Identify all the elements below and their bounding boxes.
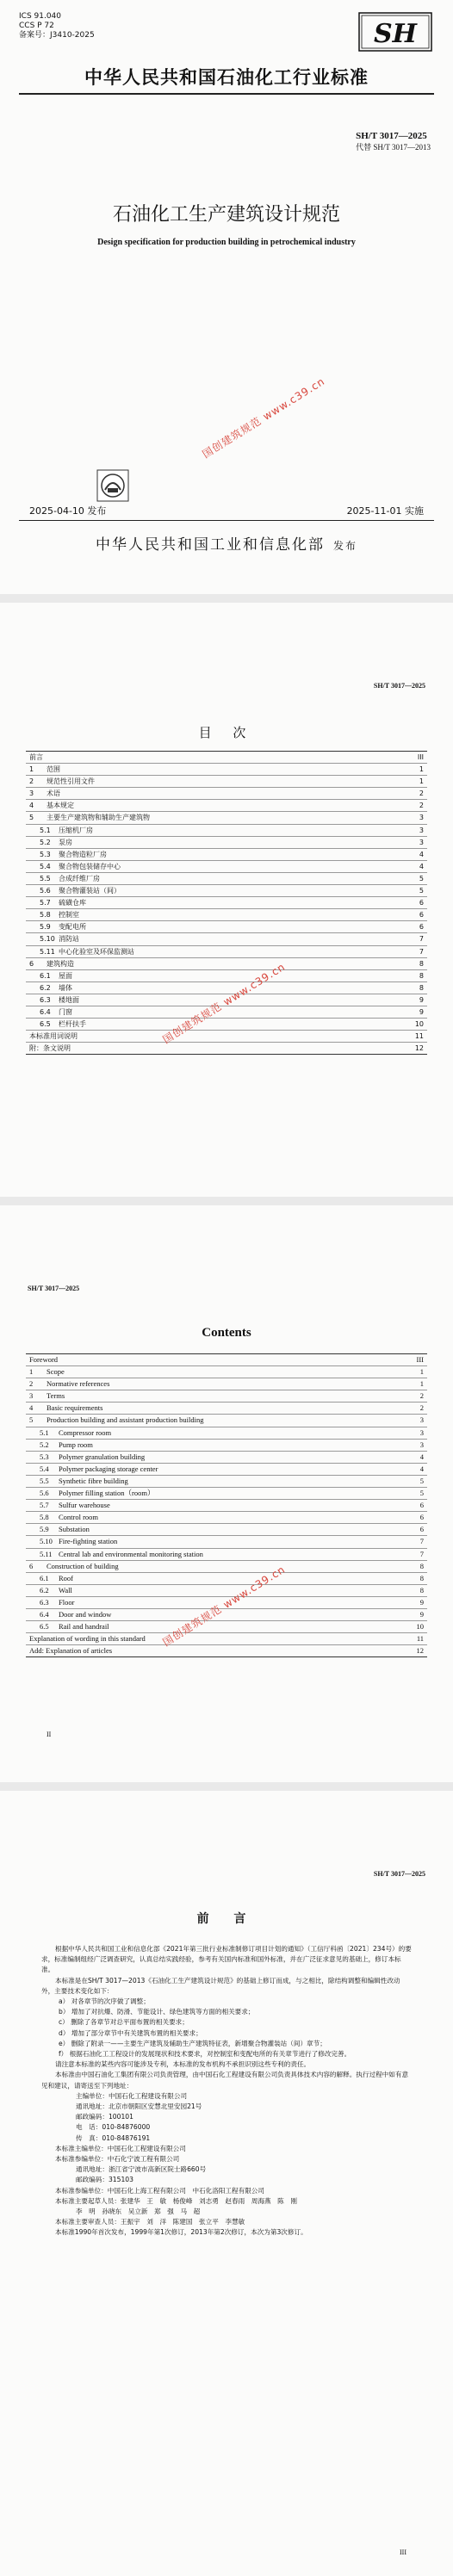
toc-page-number: 8 [419,1573,424,1582]
standard-number: SH/T 3017—2025 [356,131,427,141]
toc-page-number: 6 [419,1525,424,1534]
sh-logo-text: SH [373,19,418,49]
toc-page-number: 3 [419,1427,424,1437]
toc-section-number: 5.6 [40,1489,49,1498]
toc-page-number: 1 [419,1379,424,1389]
toc-section-label: Sulfur warehouse [59,1501,110,1510]
toc-section-label: 压缩机厂房 [59,826,93,834]
toc-section-number: 6.1 [40,971,51,980]
toc-row[interactable] [26,933,427,945]
foreword-paragraph: 本标准主编单位：中国石化工程建设有限公司 [55,2144,186,2152]
watermark: 国创建筑规范 www.c39.cn [200,375,327,461]
toc-page-number: 4 [419,1452,424,1461]
toc-section-label: Construction of building [47,1561,119,1570]
foreword-paragraph: 主编单位：中国石化工程建设有限公司 [76,2091,188,2100]
toc-section-number: 5 [29,814,34,822]
toc-section-number: 3 [29,1391,34,1401]
toc-section-label: 建筑构造 [47,959,74,968]
toc-row[interactable] [26,1621,427,1633]
toc-page-number: 12 [414,1044,424,1053]
toc-page-number: 2 [419,1391,424,1401]
toc-section-number: 5.8 [40,1513,49,1522]
foreword-paragraph: d） 增加了部分章节中有关建筑布置的相关要求； [59,2028,202,2037]
toc-section-number: 6.3 [40,995,51,1004]
toc-section-number: 5.1 [40,826,51,834]
foreword-paragraph: 本标准由中国石油化工集团有限公司负责管理，由中国石化工程建设有限公司负责具体技术内容的解释。执行过程中如有意见和建议，请寄送至下列地址： [41,2071,409,2090]
toc-cn-page [0,603,453,1197]
standard-number-block [356,131,431,152]
toc-row[interactable] [26,1573,427,1585]
toc-section-label: 前言 [29,753,43,761]
toc-section-label: 本标准用词说明 [29,1032,78,1041]
toc-section-label: Normative references [47,1379,110,1389]
ccs-code: CCS P 72 [19,22,54,30]
foreword-paragraph: 李 明 孙晓东 吴立新 郑 强 马 超 [76,2208,201,2216]
toc-section-label: Polymer granulation building [59,1452,146,1461]
foreword-body [41,1944,412,2239]
foreword-paragraph: 传 真：010-84876191 [76,2133,151,2142]
toc-page-number: 2 [419,1403,424,1413]
toc-page-number: 3 [419,814,424,822]
toc-row[interactable] [26,1415,427,1427]
page-number: III [400,2548,406,2556]
toc-row[interactable] [26,885,427,897]
toc-section-label: Foreword [29,1355,59,1364]
foreword-paragraph: c） 删除了各章节对总平面布置的相关要求； [59,2018,189,2027]
toc-section-number: 4 [29,1403,34,1413]
toc-page-number: 8 [419,971,424,980]
toc-section-number: 5.3 [40,850,51,858]
toc-page-number: 5 [419,1489,424,1498]
toc-section-number: 5.9 [40,1525,49,1534]
foreword-paragraph: a） 对各章节的次序做了调整； [59,1997,150,2006]
toc-section-number: 1 [29,1367,34,1377]
toc-page-number: 6 [419,1513,424,1522]
toc-section-label: Control room [59,1513,99,1522]
toc-section-label: 硫磺仓库 [59,899,86,907]
contents-title: Contents [202,1326,251,1340]
toc-page-number: 11 [416,1634,424,1644]
cover-page [0,0,453,594]
toc-section-label: Basic requirements [47,1403,103,1413]
toc-page-number: 4 [419,862,424,870]
toc-section-label: Substation [59,1525,90,1534]
toc-row[interactable] [26,1390,427,1403]
running-header: SH/T 3017—2025 [373,1870,425,1878]
toc-page-number: 9 [419,995,424,1004]
foreword-paragraph: 本标准主要审查人员：王振宇 刘 洋 陈建国 张立平 李慧敏 [55,2218,245,2226]
toc-section-number: 5 [29,1415,34,1425]
toc-section-number: 5.3 [40,1452,49,1461]
toc-page-number: 5 [419,874,424,882]
toc-section-number: 5.4 [40,862,51,870]
toc-section-label: Polymer filling station（room） [59,1489,155,1498]
filing-number: 备案号：J3410-2025 [19,31,95,40]
toc-row[interactable] [26,1043,427,1054]
toc-section-number: 1 [29,765,34,774]
toc-row[interactable] [26,1403,427,1415]
foreword-paragraph: 邮政编码：100101 [76,2113,133,2121]
toc-section-number: 3 [29,790,34,798]
running-header: SH/T 3017—2025 [28,1285,80,1292]
toc-row[interactable] [26,873,427,885]
toc-section-label: 附：条文说明 [29,1044,71,1053]
toc-page-number: 10 [416,1622,424,1632]
document-title-cn: 石油化工生产建筑设计规范 [112,204,340,226]
toc-row[interactable] [26,1427,427,1440]
page-number: II [47,1731,52,1738]
toc-page-number: 4 [419,850,424,858]
toc-row[interactable] [26,970,427,982]
toc-section-label: Floor [59,1597,75,1607]
toc-section-label: Synthetic fibre building [59,1476,128,1485]
toc-section-label: 范围 [47,765,60,774]
toc-row[interactable] [26,1019,427,1031]
toc-section-number: 5.7 [40,899,51,907]
toc-page-number: 12 [416,1646,424,1656]
toc-page-number: 8 [419,959,424,968]
ministry-name: 中华人民共和国工业和信息化部 [95,536,325,554]
toc-page-number: 1 [419,765,424,774]
toc-section-number: 6.5 [40,1622,49,1632]
toc-page-number: 6 [419,899,424,907]
toc-page-number: 9 [419,1597,424,1607]
toc-section-label: Rail and handrail [59,1622,109,1632]
toc-page-number: 10 [414,1020,424,1029]
toc-section-number: 6.3 [40,1597,49,1607]
release-word: 发布 [332,540,357,552]
toc-section-number: 5.6 [40,887,51,895]
watermark: 国创建筑规范 www.c39.cn [160,1563,288,1649]
foreword-page [0,1791,453,2576]
toc-page-number: 4 [419,1464,424,1473]
toc-page-number: 7 [419,1549,424,1558]
toc-section-number: 5.4 [40,1464,49,1473]
toc-section-number: 5.2 [40,1440,49,1449]
toc-section-label: Polymer packaging storage center [59,1464,158,1473]
toc-page-number: 1 [419,1367,424,1377]
foreword-paragraph: 请注意本标准的某些内容可能涉及专利，本标准的发布机构不承担识别这些专利的责任。 [55,2060,311,2069]
toc-section-number: 5.8 [40,911,51,920]
foreword-paragraph: b） 增加了对抗爆、防滑、节能设计、绿色建筑等方面的相关要求； [59,2008,255,2016]
toc-row[interactable] [26,1500,427,1512]
toc-row[interactable] [26,946,427,958]
toc-title: 目 次 [198,725,255,740]
toc-page-number: 5 [419,1476,424,1485]
foreword-paragraph: 本标准参编单位：中石化宁波工程有限公司 [55,2155,180,2164]
toc-section-label: 聚合物造粒厂房 [59,850,107,858]
toc-row[interactable] [26,788,427,800]
implementation-date: 2025-11-01 实施 [346,505,424,517]
toc-page-number: 6 [419,911,424,920]
toc-row[interactable] [26,1488,427,1500]
toc-section-label: Explanation of wording in this standard [29,1634,146,1644]
toc-section-label: 屋面 [59,971,72,980]
toc-section-label: Door and window [59,1609,112,1619]
toc-section-number: 5.7 [40,1501,49,1510]
toc-row[interactable] [26,1645,427,1656]
toc-section-number: 6.1 [40,1573,49,1582]
toc-en-page [0,1205,453,1782]
toc-section-label: 消防站 [59,935,79,944]
toc-page-number: 8 [419,1585,424,1595]
toc-section-label: 栏杆扶手 [59,1020,86,1029]
toc-row[interactable] [26,921,427,933]
toc-row[interactable] [26,800,427,812]
toc-section-number: 6 [29,959,34,968]
toc-row[interactable] [26,1464,427,1476]
toc-row[interactable] [26,1031,427,1043]
toc-section-label: 聚合物包装储存中心 [59,862,121,870]
toc-section-number: 6.4 [40,1007,51,1016]
toc-section-label: 墙体 [59,983,72,992]
toc-row[interactable] [26,837,427,849]
toc-section-label: Wall [59,1585,72,1595]
toc-section-label: 基本规定 [47,802,74,810]
document-title-en: Design specification for production building in petrochemical industry [97,238,356,247]
toc-section-number: 2 [29,1379,34,1389]
toc-row[interactable] [26,1536,427,1548]
toc-page-number: 6 [419,1501,424,1510]
toc-section-number: 5.1 [40,1427,49,1437]
foreword-paragraph: 电 话：010-84876000 [76,2123,151,2132]
toc-row[interactable] [26,958,427,970]
toc-section-label: 合成纤维厂房 [59,874,100,882]
toc-section-label: 规范性引用文件 [47,777,95,786]
toc-section-number: 5.5 [40,1476,49,1485]
toc-page-number: 9 [419,1007,424,1016]
toc-row[interactable] [26,861,427,873]
toc-section-label: 泵房 [59,838,72,846]
toc-section-number: 5.11 [40,947,55,956]
toc-page-number: 3 [419,1415,424,1425]
foreword-paragraph: e） 删除了附录一——主要生产建筑及辅助生产建筑特征表，新增聚合物灌装站（间）章节； [59,2039,326,2047]
page-separator [0,1782,453,1791]
toc-page-number: III [416,1355,424,1364]
toc-section-number: 6.4 [40,1609,49,1619]
toc-page-number: 8 [419,983,424,992]
toc-section-label: 主要生产建筑物和辅助生产建筑物 [47,814,150,822]
running-header: SH/T 3017—2025 [373,682,425,690]
toc-row[interactable] [26,764,427,776]
toc-section-label: Add: Explanation of articles [29,1646,113,1656]
toc-page-number: 8 [419,1561,424,1570]
foreword-paragraph: 本标准主要起草人员：张建华 王 敏 杨俊峰 刘志勇 赵春雨 周海燕 陈 刚 [55,2196,297,2205]
toc-row[interactable] [26,1452,427,1464]
toc-section-number: 6.5 [40,1020,51,1029]
toc-section-label: 门窗 [59,1007,72,1016]
industry-standard-title: 中华人民共和国石油化工行业标准 [84,67,369,88]
toc-section-number: 6.2 [40,983,51,992]
toc-page-number: 7 [419,1537,424,1546]
toc-section-number: 2 [29,777,34,786]
ics-code-block [19,12,95,40]
toc-row[interactable] [26,1549,427,1561]
toc-row[interactable] [26,1354,427,1366]
foreword-title: 前 言 [196,1912,257,1926]
toc-row[interactable] [26,752,427,764]
foreword-paragraph: 本标准参编单位：中国石化上海工程有限公司 中石化洛阳工程有限公司 [55,2186,264,2195]
foreword-paragraph: 根据中华人民共和国工业和信息化部《2021年第三批行业标准制修订项目计划的通知》（工信厅科函〔2021〕234号）的要求，标准编制组经广泛调查研究，认真总结实践经验，参考有关国内标准和国外标准，并在广泛征求意见的基础上，修订本标准。 [41,1945,412,1974]
publisher-seal-icon [96,469,129,502]
watermark: 国创建筑规范 www.c39.cn [160,960,288,1046]
toc-page-number: 5 [419,887,424,895]
toc-section-label: Terms [47,1391,65,1401]
toc-row[interactable] [26,1524,427,1536]
toc-row[interactable] [26,1366,427,1378]
replaces-note: 代替 SH/T 3017—2013 [356,143,431,152]
toc-page-number: 6 [419,923,424,932]
toc-section-label: Roof [59,1573,73,1582]
toc-page-number: 3 [419,1440,424,1449]
toc-section-number: 6 [29,1561,34,1570]
toc-row[interactable] [26,909,427,921]
toc-row[interactable] [26,897,427,909]
toc-section-label: Central lab and environmental monitoring station [59,1549,203,1558]
toc-page-number: 7 [419,935,424,944]
foreword-paragraph: 本标准1990年首次发布，1999年第1次修订，2013年第2次修订，本次为第3次修订。 [55,2228,307,2237]
toc-row[interactable] [26,1633,427,1645]
toc-section-label: 聚合物灌装站（间） [59,887,121,895]
toc-page-number: 9 [419,1609,424,1619]
page-separator [0,594,453,603]
toc-row[interactable] [26,849,427,861]
toc-row[interactable] [26,1440,427,1452]
issuing-ministry [0,532,453,554]
foreword-paragraph: 本标准是在SH/T 3017—2013《石油化工生产建筑设计规范》的基础上修订而成，与之相比，除结构调整和编辑性改动外，主要技术变化如下： [41,1976,400,1995]
toc-row[interactable] [26,1476,427,1488]
toc-page-number: 1 [419,777,424,786]
toc-row[interactable] [26,825,427,837]
toc-section-label: Scope [47,1367,65,1377]
toc-page-number: 3 [419,838,424,846]
toc-section-number: 5.2 [40,838,51,846]
toc-row[interactable] [26,812,427,824]
toc-section-label: 控制室 [59,911,79,920]
toc-section-label: 中心化验室及环保监测站 [59,947,134,956]
toc-page-number: III [417,753,424,761]
foreword-paragraph: 通讯地址：浙江省宁波市高新区院士路660号 [76,2165,207,2174]
toc-section-number: 5.10 [40,935,55,944]
cover-top-rule [19,93,434,95]
toc-row[interactable] [26,776,427,788]
toc-section-number: 5.11 [40,1549,53,1558]
toc-page-number: 2 [419,802,424,810]
toc-row[interactable] [26,1512,427,1524]
toc-section-label: Compressor room [59,1427,112,1437]
foreword-paragraph: 邮政编码：315103 [76,2176,133,2184]
toc-row[interactable] [26,1378,427,1390]
toc-section-label: 术语 [47,790,60,798]
toc-section-label: 变配电所 [59,923,86,932]
toc-section-number: 5.5 [40,874,51,882]
foreword-paragraph: 通讯地址：北京市朝阳区安慧北里安园21号 [76,2102,202,2111]
toc-section-label: Fire-fighting station [59,1537,118,1546]
toc-page-number: 11 [414,1032,424,1041]
toc-section-label: 楼地面 [59,995,79,1004]
ics-code: ICS 91.040 [19,12,62,21]
cover-bottom-rule [19,520,434,521]
release-date: 2025-04-10 发布 [29,505,107,517]
toc-page-number: 2 [419,790,424,798]
toc-page-number: 7 [419,947,424,956]
sh-logo-icon [358,12,432,52]
toc-section-number: 4 [29,802,34,810]
page-separator [0,1197,453,1205]
foreword-paragraph: f） 根据石油化工工程设计的发展现状和技术要求，对控制室和变配电所的有关章节进行了修改完善。 [59,2050,351,2059]
toc-section-label: Production building and assistant production building [47,1415,204,1425]
toc-section-number: 6.2 [40,1585,49,1595]
toc-section-number: 5.9 [40,923,51,932]
toc-section-label: Pump room [59,1440,93,1449]
toc-section-number: 5.10 [40,1537,53,1546]
toc-page-number: 3 [419,826,424,834]
toc-row[interactable] [26,1561,427,1573]
